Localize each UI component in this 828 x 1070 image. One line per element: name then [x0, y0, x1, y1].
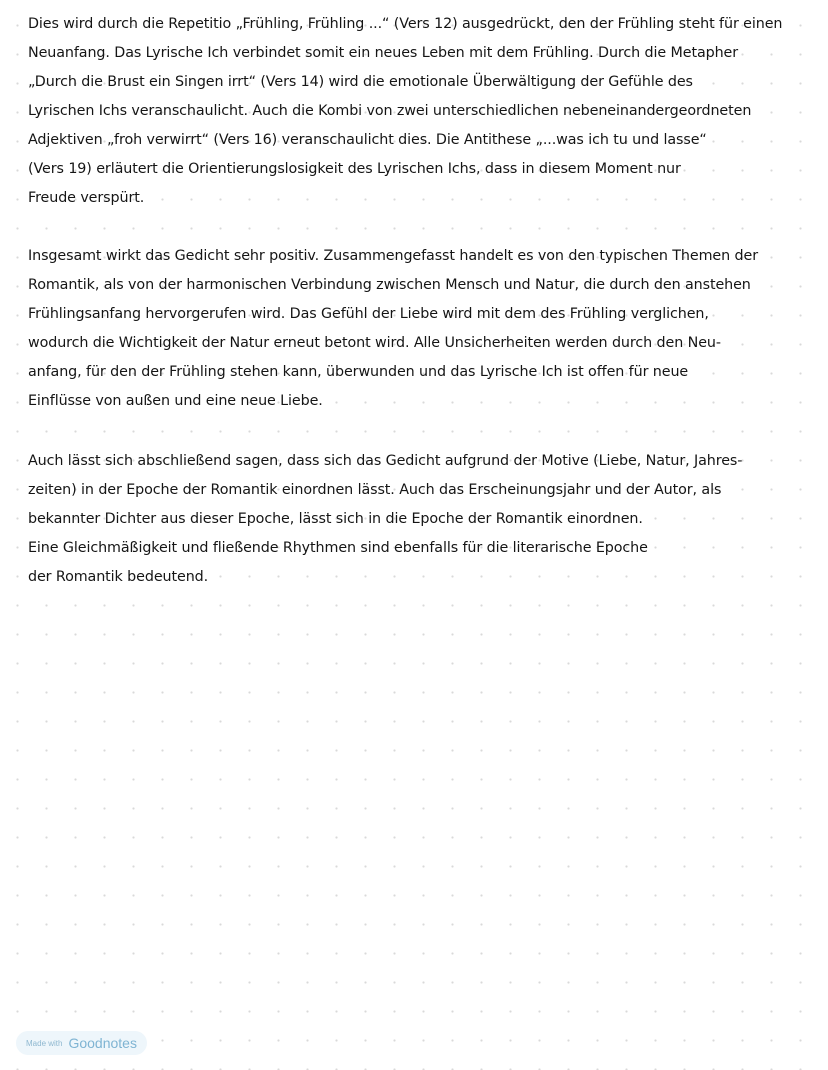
text-line: Freude verspürt.	[28, 190, 145, 206]
text-line: Romantik, als von der harmonischen Verbindung zwischen Mensch und Natur, die durch den anstehen	[28, 277, 751, 293]
text-line: der Romantik bedeutend.	[28, 569, 209, 585]
text-line: Dies wird durch die Repetitio „Frühling, Frühling ...“ (Vers 12) ausgedrückt, den der Frühling steht für einen	[28, 16, 783, 32]
text-line: „Durch die Brust ein Singen irrt“ (Vers 14) wird die emotionale Überwältigung der Gefühle des	[28, 74, 693, 90]
text-line: anfang, für den der Frühling stehen kann, überwunden und das Lyrische Ich ist offen für neue	[28, 364, 689, 380]
text-line: zeiten) in der Epoche der Romantik einordnen lässt. Auch das Erscheinungsjahr und der Autor, als	[28, 482, 722, 498]
text-line: Neuanfang. Das Lyrische Ich verbindet somit ein neues Leben mit dem Frühling. Durch die Metapher	[28, 45, 739, 61]
text-line: Auch lässt sich abschließend sagen, dass sich das Gedicht aufgrund der Motive (Liebe, Natur, Jahres-	[28, 453, 743, 469]
text-line: Adjektiven „froh verwirrt“ (Vers 16) veranschaulicht dies. Die Antithese „...was ich tu und lasse“	[28, 132, 707, 148]
goodnotes-logo: Goodnotes	[68, 1035, 137, 1051]
text-line: (Vers 19) erläutert die Orientierungslosigkeit des Lyrischen Ichs, dass in diesem Moment nur	[28, 161, 681, 177]
paragraph-stylistic-devices	[28, 10, 782, 213]
text-line: Insgesamt wirkt das Gedicht sehr positiv. Zusammengefasst handelt es von den typischen Themen der	[28, 248, 758, 264]
text-line: Frühlingsanfang hervorgerufen wird. Das Gefühl der Liebe wird mit dem des Frühling verglichen,	[28, 306, 709, 322]
made-with-goodnotes-badge	[16, 1031, 147, 1055]
paragraph-summary	[28, 242, 758, 416]
paragraph-conclusion	[28, 447, 742, 592]
text-line: bekannter Dichter aus dieser Epoche, lässt sich in die Epoche der Romantik einordnen.	[28, 511, 643, 527]
text-line: Einflüsse von außen und eine neue Liebe.	[28, 393, 323, 409]
text-line: wodurch die Wichtigkeit der Natur erneut betont wird. Alle Unsicherheiten werden durch den Neu-	[28, 335, 721, 351]
made-with-label: Made with	[26, 1038, 63, 1048]
text-line: Lyrischen Ichs veranschaulicht. Auch die Kombi von zwei unterschiedlichen nebeneinandergeordneten	[28, 103, 752, 119]
text-line: Eine Gleichmäßigkeit und fließende Rhythmen sind ebenfalls für die literarische Epoche	[28, 540, 648, 556]
